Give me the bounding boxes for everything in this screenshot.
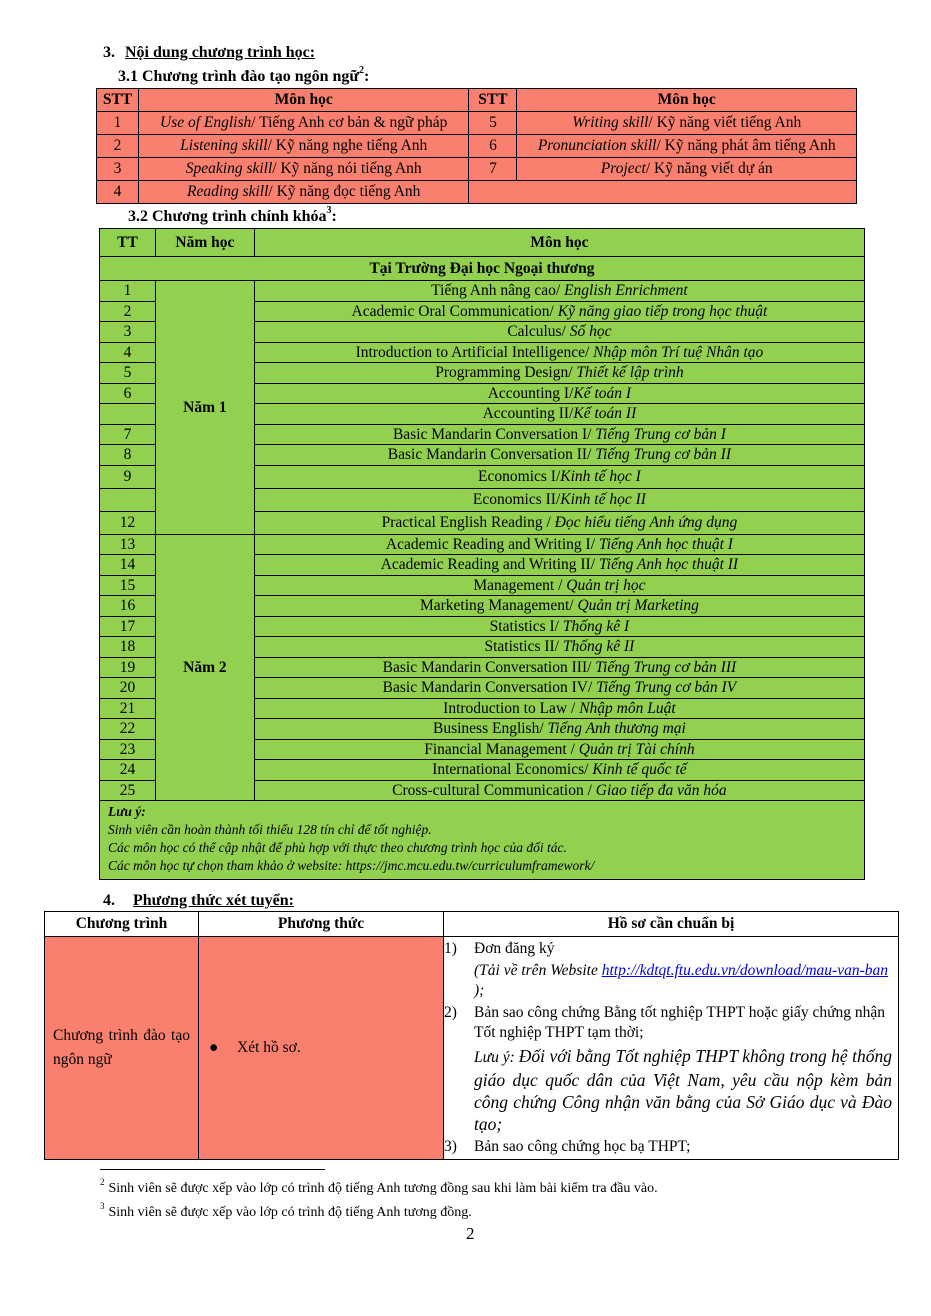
- subject-cell: Pronunciation skill/ Kỹ năng phát âm tiếng Anh: [517, 135, 857, 158]
- docs-item-2: 2) Bản sao công chứng Bằng tốt nghiệp THPT hoặc giấy chứng nhận Tốt nghiệp THPT tạm thời;: [444, 1004, 885, 1041]
- section-3-title: Nội dung chương trình học:: [125, 44, 316, 61]
- subject-cell: Reading skill/ Kỹ năng đọc tiếng Anh: [138, 181, 469, 204]
- tt-cell: 7: [100, 424, 156, 445]
- subject-cell: Economics I/Kinh tế học I: [254, 465, 864, 488]
- tt-cell: 15: [100, 575, 156, 596]
- program-cell: [45, 937, 199, 1160]
- tt-header: TT: [100, 229, 156, 257]
- main-curriculum-table: [99, 228, 865, 880]
- tt-cell: 1: [100, 281, 156, 302]
- note-line: Sinh viên cần hoàn thành tối thiểu 128 tín chỉ để tốt nghiệp.: [108, 822, 432, 837]
- tt-cell: 18: [100, 637, 156, 658]
- subject-cell: Listening skill/ Kỹ năng nghe tiếng Anh: [138, 135, 469, 158]
- method-cell: [199, 937, 444, 1160]
- download-link[interactable]: http://kdtqt.ftu.edu.vn/download/mau-van-ban: [601, 962, 888, 979]
- footnote-3: $^3$ Sinh viên sẽ được xếp vào lớp có trình độ tiếng Anh tương đồng.: [100, 1201, 472, 1220]
- subject-cell: Tiếng Anh nâng cao/ English Enrichment: [254, 281, 864, 302]
- docs-item-3: 3) Bản sao công chứng học bạ THPT;: [444, 1138, 691, 1155]
- tt-cell: 23: [100, 739, 156, 760]
- stt-cell: 2: [97, 135, 139, 158]
- footnote-divider: [100, 1169, 325, 1170]
- docs-cell: [444, 937, 899, 1160]
- stt-cell: 1: [97, 112, 139, 135]
- method-text: Xét hồ sơ.: [237, 1039, 301, 1056]
- school-label: Tại Trường Đại học Ngoại thương: [100, 257, 865, 281]
- subject-cell: Statistics I/ Thống kê I: [254, 616, 864, 637]
- method-header: Phương thức: [199, 912, 444, 937]
- footnote-ref-2[interactable]: 2: [359, 65, 365, 76]
- footnote-ref-3[interactable]: 3: [326, 205, 332, 216]
- diploma-note: Lưu ý: Đối với bằng Tốt nghiệp THPT không trong hệ thống giáo dục quốc dân của Việt Nam, yêu cầu nộp kèm bản công chứng Công nhận văn bằng của Sở Giáo dục và Đào tạo;: [474, 1046, 892, 1134]
- curriculum-note: [100, 801, 865, 880]
- stt-header: STT: [97, 89, 139, 112]
- tt-cell: 17: [100, 616, 156, 637]
- tt-cell: 6: [100, 383, 156, 404]
- program-header: Chương trình: [45, 912, 199, 937]
- download-note: (Tải về trên Website http://kdtqt.ftu.edu.vn/download/mau-van-ban );: [474, 962, 888, 999]
- docs-header: Hồ sơ cần chuẩn bị: [444, 912, 899, 937]
- subject-cell: Introduction to Artificial Intelligence/ Nhập môn Trí tuệ Nhân tạo: [254, 342, 864, 363]
- year-1-cell: Năm 1: [155, 281, 254, 535]
- section-3-heading: [103, 44, 315, 62]
- tt-cell: 24: [100, 760, 156, 781]
- note-label: Lưu ý:: [108, 804, 146, 819]
- tt-cell: 4: [100, 342, 156, 363]
- subject-cell: Economics II/Kinh tế học II: [254, 488, 864, 511]
- subject-cell: Accounting I/Kế toán I: [254, 383, 864, 404]
- subject-cell: Cross-cultural Communication / Giao tiếp đa văn hóa: [254, 780, 864, 801]
- tt-cell: 3: [100, 322, 156, 343]
- subject-header: Môn học: [254, 229, 864, 257]
- docs-item-1: 1) Đơn đăng ký: [444, 940, 555, 957]
- footnote-2: $^2$ Sinh viên sẽ được xếp vào lớp có trình độ tiếng Anh tương đồng sau khi làm bài kiểm tra đầu vào.: [100, 1177, 658, 1196]
- tt-cell: 5: [100, 363, 156, 384]
- page-number: 2: [466, 1224, 475, 1243]
- tt-cell: 2: [100, 301, 156, 322]
- stt-cell: 3: [97, 158, 139, 181]
- subject-header: Môn học: [138, 89, 469, 112]
- subject-cell: Marketing Management/ Quản trị Marketing: [254, 596, 864, 617]
- subject-cell: Financial Management / Quản trị Tài chính: [254, 739, 864, 760]
- subject-cell: Writing skill/ Kỹ năng viết tiếng Anh: [517, 112, 857, 135]
- language-program-table: [96, 88, 857, 204]
- stt-header: STT: [469, 89, 517, 112]
- subject-cell: Basic Mandarin Conversation III/ Tiếng Trung cơ bản III: [254, 657, 864, 678]
- empty-cell: [469, 181, 857, 204]
- subject-cell: Project/ Kỹ năng viết dự án: [517, 158, 857, 181]
- tt-cell: 19: [100, 657, 156, 678]
- tt-cell: 8: [100, 445, 156, 466]
- tt-cell: 20: [100, 678, 156, 699]
- subject-cell: Academic Oral Communication/ Kỹ năng giao tiếp trong học thuật: [254, 301, 864, 322]
- subject-header: Môn học: [517, 89, 857, 112]
- note-line: Các môn học có thể cập nhật để phù hợp với thực theo chương trình học của đối tác.: [108, 840, 567, 855]
- section-4-title: Phương thức xét tuyển:: [133, 892, 294, 909]
- subject-cell: Introduction to Law / Nhập môn Luật: [254, 698, 864, 719]
- subject-cell: Basic Mandarin Conversation IV/ Tiếng Trung cơ bản IV: [254, 678, 864, 699]
- program-name: Chương trình đào tạo ngôn ngữ: [53, 1027, 190, 1068]
- tt-cell: [100, 488, 156, 511]
- note-line: Các môn học tự chọn tham khảo ở website: https://jmc.mcu.edu.tw/curriculumframework/: [108, 858, 595, 873]
- tt-cell: [100, 404, 156, 425]
- subject-cell: Calculus/ Số học: [254, 322, 864, 343]
- subject-cell: Business English/ Tiếng Anh thương mại: [254, 719, 864, 740]
- subject-cell: Use of English/ Tiếng Anh cơ bản & ngữ pháp: [138, 112, 469, 135]
- subject-cell: Basic Mandarin Conversation II/ Tiếng Trung cơ bản II: [254, 445, 864, 466]
- section-3-1-title: 3.1 Chương trình đào tạo ngôn ngữ: [118, 68, 360, 85]
- section-4-number: 4.: [103, 892, 115, 909]
- tt-cell: 12: [100, 511, 156, 534]
- subject-cell: Programming Design/ Thiết kế lập trình: [254, 363, 864, 384]
- year-2-cell: Năm 2: [155, 534, 254, 801]
- admission-method-table: [44, 911, 899, 1160]
- tt-cell: 25: [100, 780, 156, 801]
- subject-cell: Speaking skill/ Kỹ năng nói tiếng Anh: [138, 158, 469, 181]
- subject-cell: Practical English Reading / Đọc hiểu tiếng Anh ứng dụng: [254, 511, 864, 534]
- subject-cell: International Economics/ Kinh tế quốc tế: [254, 760, 864, 781]
- subject-cell: Management / Quản trị học: [254, 575, 864, 596]
- subject-cell: Statistics II/ Thống kê II: [254, 637, 864, 658]
- subject-cell: Accounting II/Kế toán II: [254, 404, 864, 425]
- stt-cell: 7: [469, 158, 517, 181]
- tt-cell: 16: [100, 596, 156, 617]
- section-3-1-heading: 3.1 Chương trình đào tạo ngôn ngữ$^2$:: [118, 65, 370, 85]
- year-header: Năm học: [155, 229, 254, 257]
- section-4-heading: [103, 892, 294, 910]
- tt-cell: 9: [100, 465, 156, 488]
- stt-cell: 4: [97, 181, 139, 204]
- bullet-icon: ●: [209, 1039, 219, 1056]
- stt-cell: 6: [469, 135, 517, 158]
- tt-cell: 22: [100, 719, 156, 740]
- stt-cell: 5: [469, 112, 517, 135]
- section-3-2-title: 3.2 Chương trình chính khóa: [128, 208, 327, 225]
- subject-cell: Academic Reading and Writing II/ Tiếng Anh học thuật II: [254, 555, 864, 576]
- section-3-2-heading: 3.2 Chương trình chính khóa$^3$:: [128, 205, 337, 225]
- section-3-number: 3.: [103, 44, 115, 61]
- subject-cell: Basic Mandarin Conversation I/ Tiếng Trung cơ bản I: [254, 424, 864, 445]
- tt-cell: 21: [100, 698, 156, 719]
- tt-cell: 13: [100, 534, 156, 555]
- tt-cell: 14: [100, 555, 156, 576]
- subject-cell: Academic Reading and Writing I/ Tiếng Anh học thuật I: [254, 534, 864, 555]
